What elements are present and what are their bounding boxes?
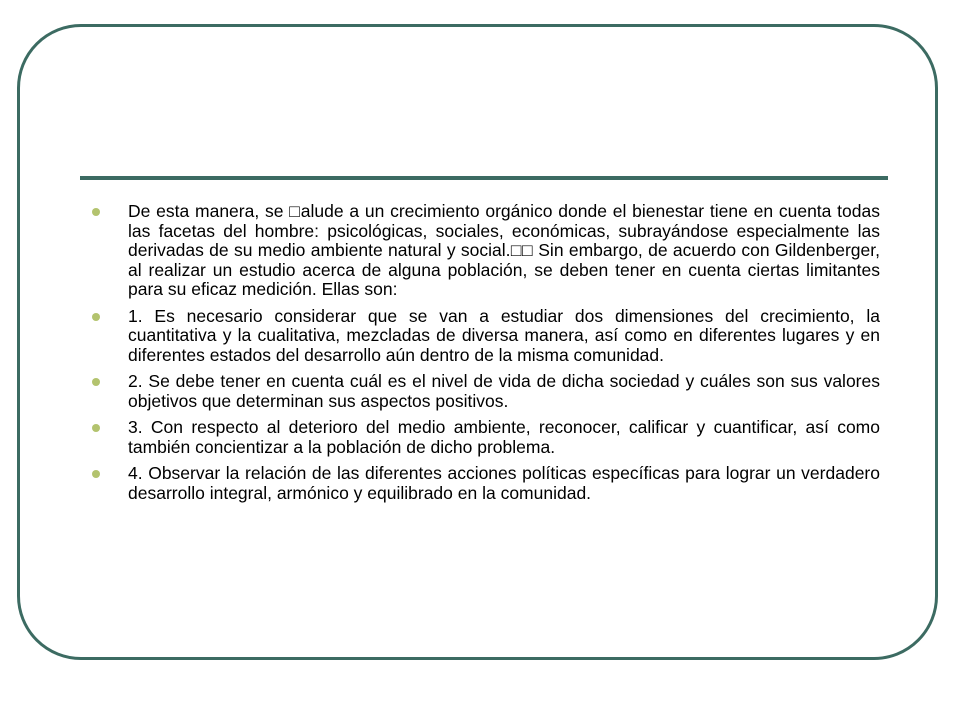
bullet-item-1 (90, 307, 880, 366)
bullet-item-3 (90, 418, 880, 457)
bullet-text: De esta manera, se □alude a un crecimiento orgánico donde el bienestar tiene en cuenta todas las facetas del hombre: psicológicas, sociales, económicas, subrayándose especialmente las derivadas de su medio ambiente natural y social.□□ Sin embargo, de acuerdo con Gildenberger, al realizar un estudio acerca de alguna población, se deben tener en cuenta ciertas limitantes para su eficaz medición. Ellas son: (128, 201, 880, 299)
bullet-list (90, 202, 880, 510)
bullet-text: 2. Se debe tener en cuenta cuál es el nivel de vida de dicha sociedad y cuáles son sus valores objetivos que determinan sus aspectos positivos. (128, 371, 880, 411)
bullet-text: 1. Es necesario considerar que se van a estudiar dos dimensiones del crecimiento, la cuantitativa y la cualitativa, mezcladas de diversa manera, así como en diferentes lugares y en diferentes estados del desarrollo aún dentro de la misma comunidad. (128, 305, 880, 365)
title-divider (80, 176, 888, 180)
bullet-item-intro (90, 202, 880, 300)
bullet-text: 3. Con respecto al deterioro del medio ambiente, reconocer, calificar y cuantificar, así como también concientizar a la población de dicho problema. (128, 417, 880, 457)
bullet-dot-icon (92, 378, 100, 386)
bullet-dot-icon (92, 424, 100, 432)
bullet-text: 4. Observar la relación de las diferentes acciones políticas específicas para lograr un verdadero desarrollo integral, armónico y equilibrado en la comunidad. (128, 463, 880, 503)
bullet-item-4 (90, 464, 880, 503)
bullet-dot-icon (92, 313, 100, 321)
bullet-dot-icon (92, 470, 100, 478)
bullet-item-2 (90, 372, 880, 411)
bullet-dot-icon (92, 208, 100, 216)
